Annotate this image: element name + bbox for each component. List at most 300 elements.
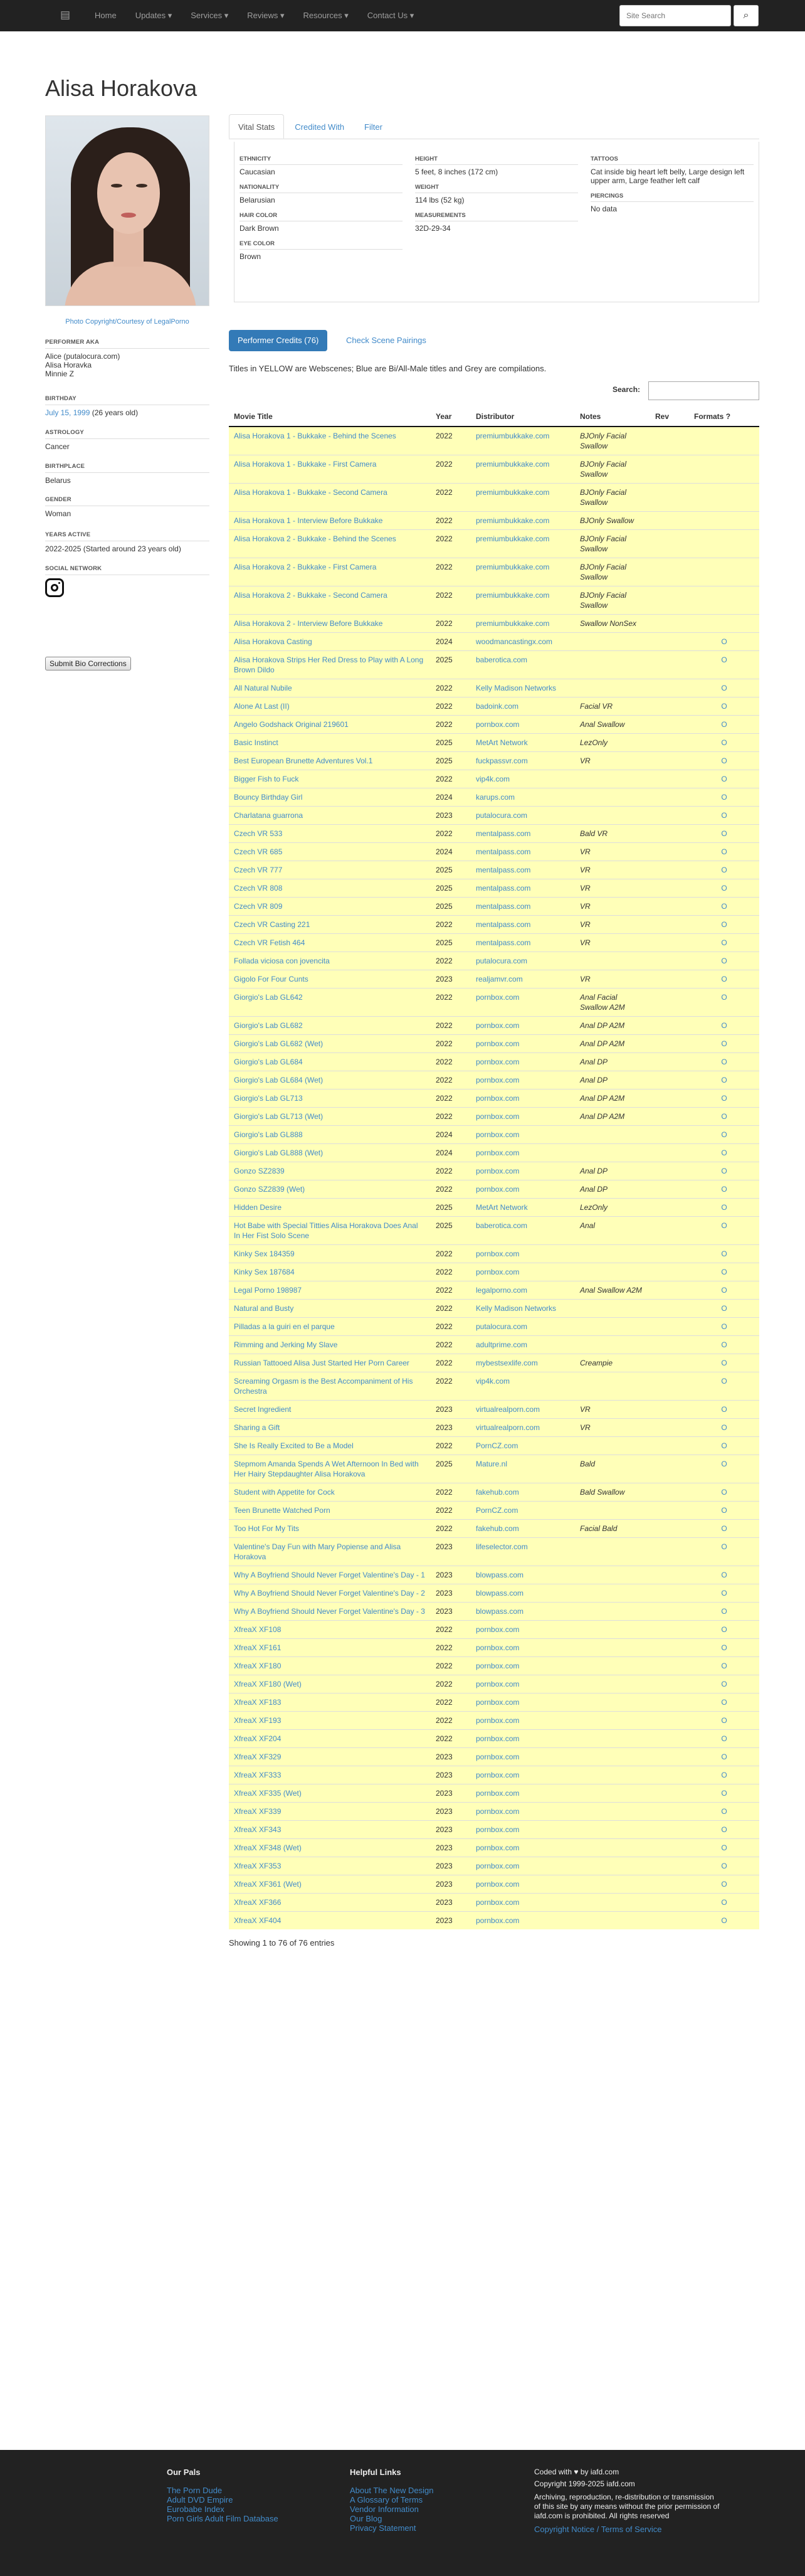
formats-cell[interactable]: O	[721, 1506, 727, 1515]
distributor-link[interactable]: pornbox.com	[476, 1167, 520, 1175]
table-search-input[interactable]	[648, 381, 759, 400]
formats-cell[interactable]: O	[721, 1167, 727, 1175]
distributor-link[interactable]: pornbox.com	[476, 1249, 520, 1258]
notes-cell: Anal DP	[580, 1167, 608, 1175]
formats-cell[interactable]: O	[721, 1185, 727, 1194]
formats-cell[interactable]: O	[721, 1460, 727, 1468]
table-row	[229, 484, 759, 512]
formats-cell[interactable]: O	[721, 1488, 727, 1497]
formats-cell[interactable]: O	[721, 1825, 727, 1834]
rev-cell	[650, 1180, 689, 1199]
rev-cell	[650, 427, 689, 455]
distributor-link[interactable]: realjamvr.com	[476, 975, 523, 983]
site-search-input[interactable]	[619, 5, 731, 26]
year-cell	[431, 807, 471, 825]
movie-title-link[interactable]: Rimming and Jerking My Slave	[234, 1340, 338, 1349]
footer-help-link[interactable]: Our Blog	[350, 2514, 382, 2523]
distributor-link[interactable]: premiumbukkake.com	[476, 488, 550, 497]
formats-cell[interactable]: O	[721, 1662, 727, 1670]
submit-bio-corrections-button[interactable]: Submit Bio Corrections	[45, 657, 131, 671]
formats-cell[interactable]: O	[721, 1405, 727, 1414]
movie-title-link[interactable]: XfreaX XF108	[234, 1625, 281, 1634]
formats-cell[interactable]: O	[721, 1130, 727, 1139]
year-cell: 2023	[436, 1607, 453, 1616]
formats-cell[interactable]: O	[721, 684, 727, 692]
distributor-link[interactable]: fakehub.com	[476, 1524, 519, 1533]
formats-cell[interactable]: O	[721, 1057, 727, 1066]
formats-cell[interactable]: O	[721, 957, 727, 965]
distributor-link[interactable]: pornbox.com	[476, 1625, 520, 1634]
movie-title-link[interactable]: Best European Brunette Adventures Vol.1	[234, 756, 373, 765]
distributor-link[interactable]: mentalpass.com	[476, 902, 531, 911]
movie-title-cell	[229, 1281, 431, 1300]
movie-title-link[interactable]: Alisa Horakova 1 - Bukkake - First Camera	[234, 460, 377, 469]
year-cell	[431, 1538, 471, 1566]
terms-link[interactable]: Copyright Notice / Terms of Service	[534, 2525, 662, 2534]
movie-title-link[interactable]: Alisa Horakova Casting	[234, 637, 312, 646]
distributor-link[interactable]: pornbox.com	[476, 1789, 520, 1798]
footer-help-link[interactable]: Vendor Information	[350, 2504, 419, 2514]
movie-title-link[interactable]: Czech VR 685	[234, 847, 283, 856]
movie-title-link[interactable]: Kinky Sex 187684	[234, 1268, 295, 1276]
distributor-link[interactable]: pornbox.com	[476, 1021, 520, 1030]
distributor-link[interactable]: baberotica.com	[476, 655, 528, 664]
distributor-link[interactable]: vip4k.com	[476, 775, 510, 783]
movie-title-link[interactable]: Giorgio's Lab GL713	[234, 1094, 303, 1103]
formats-cell[interactable]: O	[721, 1607, 727, 1616]
table-row	[229, 651, 759, 679]
movie-title-link[interactable]: Kinky Sex 184359	[234, 1249, 295, 1258]
formats-cell[interactable]: O	[721, 1880, 727, 1889]
formats-cell[interactable]: O	[721, 902, 727, 911]
formats-cell[interactable]: O	[721, 1698, 727, 1707]
movie-title-link[interactable]: Giorgio's Lab GL888 (Wet)	[234, 1148, 324, 1157]
check-scene-pairings-link[interactable]: Check Scene Pairings	[346, 336, 426, 345]
distributor-link[interactable]: pornbox.com	[476, 1130, 520, 1139]
nav-resources[interactable]: Resources ▾	[303, 11, 349, 20]
distributor-link[interactable]: pornbox.com	[476, 1643, 520, 1652]
formats-cell[interactable]: O	[721, 738, 727, 747]
formats-cell[interactable]: O	[721, 811, 727, 820]
formats-cell[interactable]: O	[721, 702, 727, 711]
movie-title-link[interactable]: XfreaX XF183	[234, 1698, 281, 1707]
year-cell	[431, 1419, 471, 1437]
formats-cell[interactable]: O	[721, 1589, 727, 1598]
movie-title-link[interactable]: Hot Babe with Special Titties Alisa Horakova Does Anal In Her Fist Solo Scene	[234, 1221, 418, 1240]
formats-cell[interactable]: O	[721, 1625, 727, 1634]
distributor-link[interactable]: pornbox.com	[476, 1094, 520, 1103]
formats-cell[interactable]: O	[721, 756, 727, 765]
footer-help-link[interactable]: About The New Design	[350, 2486, 434, 2495]
formats-cell[interactable]: O	[721, 1039, 727, 1048]
table-search-label: Search:	[613, 385, 641, 394]
formats-cell[interactable]: O	[721, 1843, 727, 1852]
movie-title-link[interactable]: Alone At Last (II)	[234, 702, 290, 711]
movie-title-link[interactable]: Gonzo SZ2839	[234, 1167, 285, 1175]
movie-title-link[interactable]: Teen Brunette Watched Porn	[234, 1506, 330, 1515]
formats-cell[interactable]: O	[721, 1112, 727, 1121]
distributor-link[interactable]: pornbox.com	[476, 1185, 520, 1194]
distributor-link[interactable]: pornbox.com	[476, 1807, 520, 1816]
birthday-link[interactable]: July 15, 1999	[45, 408, 90, 417]
rev-cell	[650, 633, 689, 651]
distributor-link[interactable]: mentalpass.com	[476, 847, 531, 856]
distributor-link[interactable]: premiumbukkake.com	[476, 516, 550, 525]
distributor-link[interactable]: PornCZ.com	[476, 1441, 518, 1450]
movie-title-link[interactable]: XfreaX XF404	[234, 1916, 281, 1925]
distributor-link[interactable]: pornbox.com	[476, 1734, 520, 1743]
formats-cell[interactable]: O	[721, 637, 727, 646]
distributor-link[interactable]: Mature.nl	[476, 1460, 508, 1468]
movie-title-link[interactable]: XfreaX XF193	[234, 1716, 281, 1725]
formats-cell[interactable]: O	[721, 720, 727, 729]
distributor-cell	[471, 1621, 575, 1639]
movie-title-link[interactable]: Czech VR 809	[234, 902, 283, 911]
notes-cell	[575, 1502, 650, 1520]
formats-cell[interactable]: O	[721, 1571, 727, 1579]
distributor-link[interactable]: vip4k.com	[476, 1377, 510, 1386]
col-distributor[interactable]: Distributor	[471, 406, 575, 427]
distributor-link[interactable]: blowpass.com	[476, 1589, 524, 1598]
rev-cell	[650, 1071, 689, 1089]
distributor-link[interactable]: legalporno.com	[476, 1286, 528, 1295]
distributor-link[interactable]: pornbox.com	[476, 993, 520, 1002]
footer-help-link[interactable]: A Glossary of Terms	[350, 2495, 423, 2504]
formats-cell[interactable]: O	[721, 1286, 727, 1295]
distributor-link[interactable]: pornbox.com	[476, 1698, 520, 1707]
formats-cell[interactable]: O	[721, 793, 727, 802]
year-cell: 2022	[436, 516, 453, 525]
movie-title-cell	[229, 427, 431, 455]
distributor-link[interactable]: premiumbukkake.com	[476, 534, 550, 543]
col-movie-title[interactable]: Movie Title	[229, 406, 431, 427]
movie-title-link[interactable]: Russian Tattooed Alisa Just Started Her Porn Career	[234, 1359, 409, 1367]
formats-cell[interactable]: O	[721, 920, 727, 929]
distributor-link[interactable]: mentalpass.com	[476, 884, 531, 893]
distributor-link[interactable]: Kelly Madison Networks	[476, 684, 557, 692]
footer-help-link[interactable]: Privacy Statement	[350, 2523, 416, 2533]
notes-cell	[575, 1089, 650, 1108]
movie-title-link[interactable]: Giorgio's Lab GL684 (Wet)	[234, 1076, 324, 1084]
distributor-link[interactable]: premiumbukkake.com	[476, 563, 550, 571]
distributor-link[interactable]: pornbox.com	[476, 1057, 520, 1066]
movie-title-link[interactable]: Too Hot For My Tits	[234, 1524, 300, 1533]
formats-cell[interactable]: O	[721, 1268, 727, 1276]
movie-title-link[interactable]: Alisa Horakova 2 - Bukkake - Behind the Scenes	[234, 534, 396, 543]
movie-title-link[interactable]: Why A Boyfriend Should Never Forget Valentine's Day - 3	[234, 1607, 425, 1616]
year-cell	[431, 512, 471, 530]
formats-cell	[689, 455, 759, 484]
nav-updates[interactable]: Updates ▾	[135, 11, 172, 20]
formats-cell[interactable]: O	[721, 1716, 727, 1725]
footer-pal-link[interactable]: The Porn Dude	[167, 2486, 223, 2495]
performer-credits-button[interactable]: Performer Credits (76)	[229, 330, 327, 351]
distributor-link[interactable]: virtualrealporn.com	[476, 1405, 540, 1414]
nav-reviews[interactable]: Reviews ▾	[247, 11, 285, 20]
movie-title-link[interactable]: Czech VR Fetish 464	[234, 938, 305, 947]
tab-filter[interactable]: Filter	[364, 122, 382, 132]
movie-title-link[interactable]: Natural and Busty	[234, 1304, 294, 1313]
movie-title-cell	[229, 1857, 431, 1875]
footer-pal-link[interactable]: Adult DVD Empire	[167, 2495, 233, 2504]
distributor-cell	[471, 788, 575, 807]
movie-title-link[interactable]: Giorgio's Lab GL684	[234, 1057, 303, 1066]
distributor-link[interactable]: pornbox.com	[476, 1112, 520, 1121]
movie-title-link[interactable]: XfreaX XF333	[234, 1771, 281, 1779]
distributor-cell	[471, 1354, 575, 1372]
distributor-link[interactable]: mentalpass.com	[476, 920, 531, 929]
movie-title-link[interactable]: Why A Boyfriend Should Never Forget Valentine's Day - 2	[234, 1589, 425, 1598]
search-button[interactable]	[734, 5, 759, 26]
formats-cell[interactable]: O	[721, 1542, 727, 1551]
year-cell: 2022	[436, 1268, 453, 1276]
distributor-link[interactable]: premiumbukkake.com	[476, 460, 550, 469]
movie-title-link[interactable]: Alisa Horakova 2 - Bukkake - Second Camera	[234, 591, 387, 600]
formats-cell[interactable]: O	[721, 884, 727, 893]
distributor-link[interactable]: MetArt Network	[476, 738, 528, 747]
formats-cell[interactable]: O	[721, 1862, 727, 1870]
movie-title-link[interactable]: Valentine's Day Fun with Mary Popiense and Alisa Horakova	[234, 1542, 401, 1561]
movie-title-link[interactable]: Sharing a Gift	[234, 1423, 280, 1432]
movie-title-link[interactable]: All Natural Nubile	[234, 684, 292, 692]
formats-cell[interactable]: O	[721, 1734, 727, 1743]
table-row	[229, 1894, 759, 1912]
formats-cell[interactable]: O	[721, 1148, 727, 1157]
formats-cell[interactable]: O	[721, 1807, 727, 1816]
distributor-cell	[471, 1821, 575, 1839]
movie-title-link[interactable]: XfreaX XF161	[234, 1643, 281, 1652]
footer-pal-link[interactable]: Porn Girls Adult Film Database	[167, 2514, 278, 2523]
formats-cell[interactable]: O	[721, 1221, 727, 1230]
distributor-link[interactable]: pornbox.com	[476, 1843, 520, 1852]
movie-title-link[interactable]: Bouncy Birthday Girl	[234, 793, 303, 802]
movie-title-link[interactable]: Charlatana guarrona	[234, 811, 303, 820]
formats-cell[interactable]: O	[721, 829, 727, 838]
movie-title-link[interactable]: Alisa Horakova 2 - Interview Before Bukkake	[234, 619, 383, 628]
distributor-link[interactable]: pornbox.com	[476, 1716, 520, 1725]
movie-title-link[interactable]: Secret Ingredient	[234, 1405, 292, 1414]
distributor-link[interactable]: pornbox.com	[476, 1825, 520, 1834]
formats-cell[interactable]: O	[721, 1094, 727, 1103]
distributor-link[interactable]: mybestsexlife.com	[476, 1359, 538, 1367]
nav-services[interactable]: Services ▾	[191, 11, 229, 20]
distributor-link[interactable]: karups.com	[476, 793, 515, 802]
formats-cell[interactable]: O	[721, 1076, 727, 1084]
question-circle-icon[interactable]: ?	[725, 411, 731, 421]
notes-cell	[575, 1712, 650, 1730]
distributor-link[interactable]: premiumbukkake.com	[476, 619, 550, 628]
movie-title-link[interactable]: Czech VR 533	[234, 829, 283, 838]
movie-title-link[interactable]: XfreaX XF329	[234, 1752, 281, 1761]
col-notes[interactable]: Notes	[575, 406, 650, 427]
notes-cell: BJOnly Facial Swallow	[580, 460, 627, 479]
notes-cell	[575, 1300, 650, 1318]
formats-cell[interactable]: O	[721, 1898, 727, 1907]
movie-title-link[interactable]: XfreaX XF343	[234, 1825, 281, 1834]
movie-title-cell	[229, 843, 431, 861]
formats-cell[interactable]: O	[721, 866, 727, 874]
distributor-link[interactable]: mentalpass.com	[476, 866, 531, 874]
formats-cell[interactable]: O	[721, 1423, 727, 1432]
movie-title-link[interactable]: Giorgio's Lab GL682	[234, 1021, 303, 1030]
distributor-link[interactable]: woodmancastingx.com	[476, 637, 553, 646]
formats-cell[interactable]: O	[721, 655, 727, 664]
formats-cell[interactable]: O	[721, 1643, 727, 1652]
distributor-link[interactable]: pornbox.com	[476, 1680, 520, 1688]
formats-cell[interactable]: O	[721, 1771, 727, 1779]
distributor-link[interactable]: pornbox.com	[476, 1039, 520, 1048]
movie-title-link[interactable]: Alisa Horakova 1 - Interview Before Bukkake	[234, 516, 383, 525]
formats-cell[interactable]: O	[721, 1441, 727, 1450]
formats-cell[interactable]: O	[721, 1359, 727, 1367]
distributor-link[interactable]: pornbox.com	[476, 1862, 520, 1870]
distributor-link[interactable]: badoink.com	[476, 702, 519, 711]
movie-title-link[interactable]: Alisa Horakova 1 - Bukkake - Behind the Scenes	[234, 432, 396, 440]
movie-title-link[interactable]: Czech VR Casting 221	[234, 920, 310, 929]
formats-cell[interactable]: O	[721, 1322, 727, 1331]
movie-title-link[interactable]: XfreaX XF353	[234, 1862, 281, 1870]
distributor-link[interactable]: blowpass.com	[476, 1571, 524, 1579]
distributor-link[interactable]: lifeselector.com	[476, 1542, 528, 1551]
formats-cell[interactable]: O	[721, 1680, 727, 1688]
formats-cell[interactable]: O	[721, 1203, 727, 1212]
movie-title-link[interactable]: XfreaX XF366	[234, 1898, 281, 1907]
formats-cell[interactable]: O	[721, 1304, 727, 1313]
distributor-link[interactable]: pornbox.com	[476, 1148, 520, 1157]
rev-cell	[650, 455, 689, 484]
year-cell: 2022	[436, 1625, 453, 1634]
col-year[interactable]: Year	[431, 406, 471, 427]
movie-title-link[interactable]: Student with Appetite for Cock	[234, 1488, 335, 1497]
formats-cell[interactable]: O	[721, 1752, 727, 1761]
movie-title-cell	[229, 825, 431, 843]
tab-vital-stats[interactable]: Vital Stats	[229, 114, 284, 139]
distributor-link[interactable]: pornbox.com	[476, 1752, 520, 1761]
distributor-link[interactable]: premiumbukkake.com	[476, 591, 550, 600]
distributor-link[interactable]: MetArt Network	[476, 1203, 528, 1212]
distributor-link[interactable]: virtualrealporn.com	[476, 1423, 540, 1432]
formats-cell[interactable]: O	[721, 975, 727, 983]
formats-cell	[689, 970, 759, 989]
movie-title-link[interactable]: Angelo Godshack Original 219601	[234, 720, 349, 729]
movie-title-link[interactable]: Legal Porno 198987	[234, 1286, 302, 1295]
formats-cell[interactable]: O	[721, 775, 727, 783]
distributor-link[interactable]: putalocura.com	[476, 957, 528, 965]
movie-title-link[interactable]: XfreaX XF335 (Wet)	[234, 1789, 302, 1798]
movie-title-link[interactable]: Alisa Horakova 1 - Bukkake - Second Camera	[234, 488, 387, 497]
distributor-link[interactable]: putalocura.com	[476, 811, 528, 820]
distributor-link[interactable]: mentalpass.com	[476, 829, 531, 838]
movie-title-link[interactable]: Czech VR 808	[234, 884, 283, 893]
movie-title-link[interactable]: XfreaX XF339	[234, 1807, 281, 1816]
instagram-icon[interactable]	[45, 578, 64, 597]
movie-title-cell	[229, 1455, 431, 1483]
movie-title-link[interactable]: XfreaX XF180	[234, 1662, 281, 1670]
astrology-link[interactable]: Cancer	[45, 442, 70, 451]
distributor-link[interactable]: pornbox.com	[476, 720, 520, 729]
formats-cell[interactable]: O	[721, 1249, 727, 1258]
movie-title-link[interactable]: Gonzo SZ2839 (Wet)	[234, 1185, 305, 1194]
movie-title-link[interactable]: Pilladas a la guiri en el parque	[234, 1322, 335, 1331]
movie-title-link[interactable]: Alisa Horakova Strips Her Red Dress to Play with A Long Brown Dildo	[234, 655, 424, 674]
distributor-link[interactable]: fakehub.com	[476, 1488, 519, 1497]
formats-cell[interactable]: O	[721, 1789, 727, 1798]
nav-contact[interactable]: Contact Us ▾	[367, 11, 414, 20]
formats-cell[interactable]: O	[721, 847, 727, 856]
distributor-link[interactable]: pornbox.com	[476, 1662, 520, 1670]
distributor-link[interactable]: pornbox.com	[476, 1880, 520, 1889]
formats-cell[interactable]: O	[721, 1916, 727, 1925]
movie-title-link[interactable]: Giorgio's Lab GL888	[234, 1130, 303, 1139]
movie-title-link[interactable]: Bigger Fish to Fuck	[234, 775, 299, 783]
distributor-link[interactable]: pornbox.com	[476, 1916, 520, 1925]
movie-title-link[interactable]: Czech VR 777	[234, 866, 283, 874]
nav-home[interactable]: Home	[95, 11, 117, 20]
movie-title-link[interactable]: Stepmom Amanda Spends A Wet Afternoon In Bed with Her Hairy Stepdaughter Alisa Horakova	[234, 1460, 419, 1478]
footer-pal-link[interactable]: Eurobabe Index	[167, 2504, 224, 2514]
notes-cell	[575, 1217, 650, 1245]
movie-title-link[interactable]: XfreaX XF180 (Wet)	[234, 1680, 302, 1688]
formats-cell[interactable]: O	[721, 1524, 727, 1533]
distributor-link[interactable]: pornbox.com	[476, 1268, 520, 1276]
movie-title-link[interactable]: Giorgio's Lab GL682 (Wet)	[234, 1039, 324, 1048]
distributor-link[interactable]: fuckpassvr.com	[476, 756, 528, 765]
distributor-link[interactable]: Kelly Madison Networks	[476, 1304, 557, 1313]
distributor-link[interactable]: mentalpass.com	[476, 938, 531, 947]
distributor-link[interactable]: pornbox.com	[476, 1898, 520, 1907]
movie-title-link[interactable]: XfreaX XF361 (Wet)	[234, 1880, 302, 1889]
formats-cell	[689, 1199, 759, 1217]
distributor-link[interactable]: PornCZ.com	[476, 1506, 518, 1515]
distributor-link[interactable]: putalocura.com	[476, 1322, 528, 1331]
formats-cell[interactable]: O	[721, 1377, 727, 1386]
movie-title-link[interactable]: Hidden Desire	[234, 1203, 282, 1212]
distributor-link[interactable]: baberotica.com	[476, 1221, 528, 1230]
formats-cell	[689, 1730, 759, 1748]
distributor-link[interactable]: premiumbukkake.com	[476, 432, 550, 440]
year-cell: 2022	[436, 1716, 453, 1725]
movie-title-link[interactable]: Why A Boyfriend Should Never Forget Valentine's Day - 1	[234, 1571, 425, 1579]
movie-title-link[interactable]: Follada viciosa con jovencita	[234, 957, 330, 965]
movie-title-link[interactable]: XfreaX XF204	[234, 1734, 281, 1743]
formats-cell	[689, 898, 759, 916]
col-formats[interactable]: Formats ?	[689, 406, 759, 427]
distributor-link[interactable]: pornbox.com	[476, 1076, 520, 1084]
photo-credit[interactable]: Photo Copyright/Courtesy of LegalPorno	[65, 318, 189, 326]
movie-title-link[interactable]: Giorgio's Lab GL642	[234, 993, 303, 1002]
rev-cell	[650, 1108, 689, 1126]
film-icon[interactable]: ▤	[60, 9, 71, 21]
movie-title-link[interactable]: XfreaX XF348 (Wet)	[234, 1843, 302, 1852]
distributor-link[interactable]: adultprime.com	[476, 1340, 528, 1349]
col-rev[interactable]: Rev	[650, 406, 689, 427]
distributor-link[interactable]: pornbox.com	[476, 1771, 520, 1779]
movie-title-link[interactable]: She Is Really Excited to Be a Model	[234, 1441, 354, 1450]
rev-cell	[650, 752, 689, 770]
distributor-link[interactable]: blowpass.com	[476, 1607, 524, 1616]
rev-cell	[650, 916, 689, 934]
movie-title-link[interactable]: Giorgio's Lab GL713 (Wet)	[234, 1112, 324, 1121]
movie-title-link[interactable]: Screaming Orgasm is the Best Accompaniment of His Orchestra	[234, 1377, 413, 1396]
formats-cell[interactable]: O	[721, 993, 727, 1002]
movie-title-link[interactable]: Gigolo For Four Cunts	[234, 975, 308, 983]
formats-cell[interactable]: O	[721, 1021, 727, 1030]
formats-cell[interactable]: O	[721, 938, 727, 947]
movie-title-link[interactable]: Alisa Horakova 2 - Bukkake - First Camera	[234, 563, 377, 571]
movie-title-link[interactable]: Basic Instinct	[234, 738, 278, 747]
tab-credited-with[interactable]: Credited With	[295, 122, 345, 132]
formats-cell[interactable]: O	[721, 1340, 727, 1349]
